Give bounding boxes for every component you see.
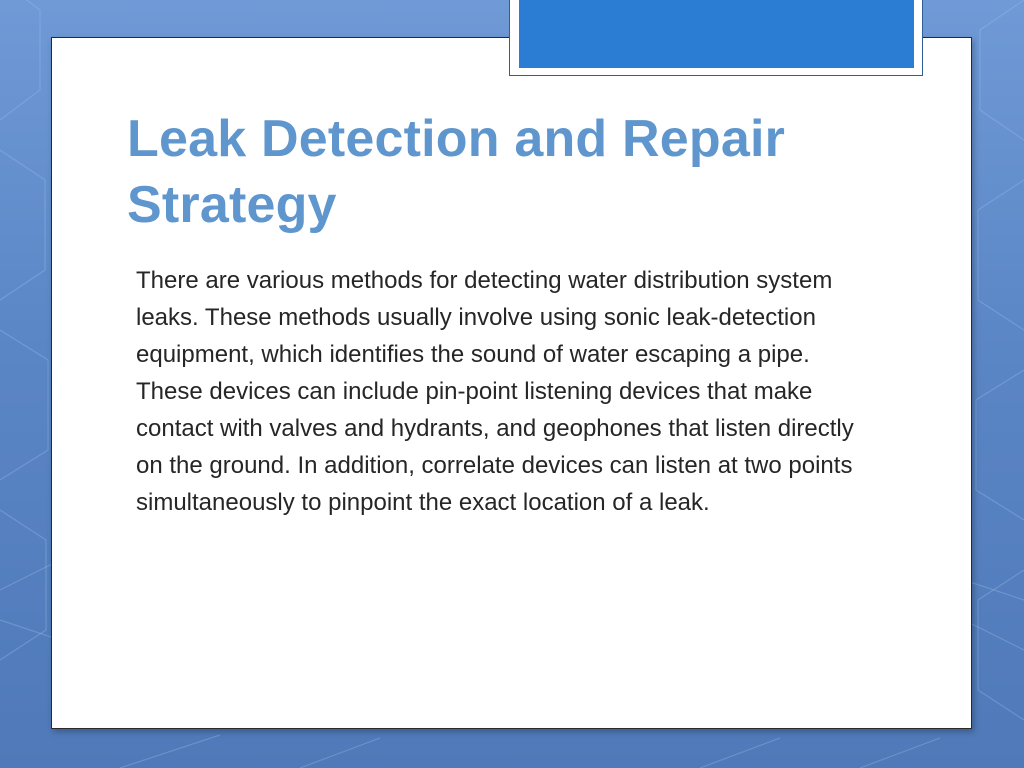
slide-title: Leak Detection and Repair Strategy bbox=[127, 110, 786, 234]
accent-header-block bbox=[519, 0, 914, 68]
slide-body-text: There are various methods for detecting water distribution system leaks. These methods usually involve using sonic leak-detection equipment, which identifies the sound of water escaping a pipe. These devices can include pin-point listening devices that make contact with valves and hydrants, and geophones that listen directly on the ground. In addition, correlate devices can listen at two points simultaneously to pinpoint the exact location of a leak. bbox=[136, 267, 854, 516]
